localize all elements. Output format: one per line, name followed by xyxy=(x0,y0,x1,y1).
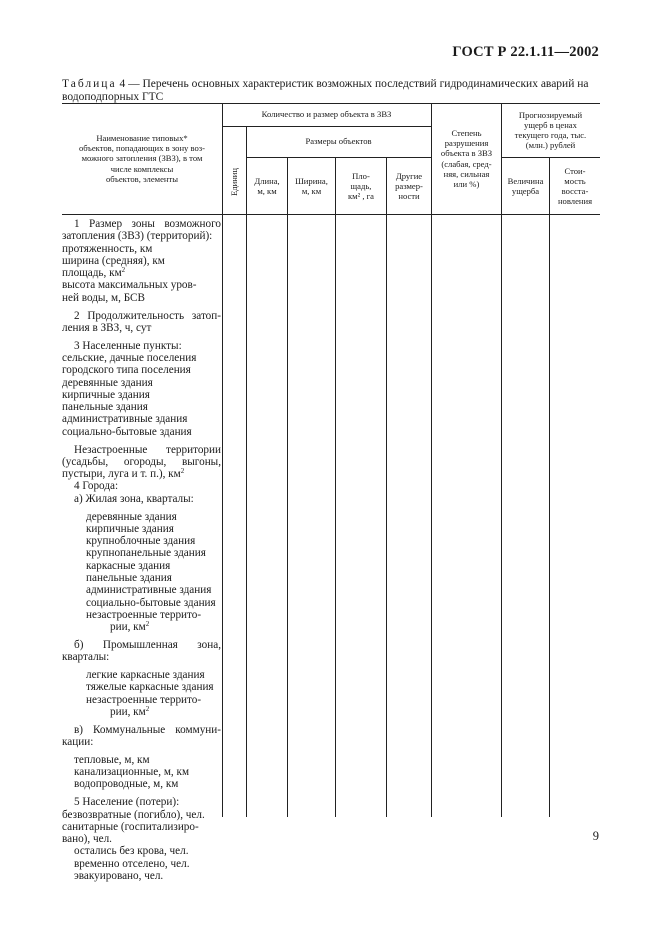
col-cost-header xyxy=(550,158,600,214)
row-4c-line2: кации: xyxy=(62,736,94,749)
row-1-length: протяженность, км xyxy=(62,242,153,255)
col-degree-l6: или %) xyxy=(453,178,480,189)
col-other-l3: ности xyxy=(398,191,420,202)
col-name-l3: можного затопления (ЗВЗ), в том xyxy=(81,153,203,164)
col-degree-l5: няя, сильная xyxy=(443,168,490,179)
col-cost-l1: Стои- xyxy=(564,165,586,176)
col-width-l2: м, км xyxy=(301,186,322,196)
row-1-area xyxy=(62,267,221,279)
row-5-item-5: эвакуировано, чел. xyxy=(74,870,164,883)
caption-title-line2: водоподпорных ГТС xyxy=(62,91,164,103)
row-3b-line3-text: пустыри, луга и т. п.), км xyxy=(62,468,181,481)
row-3b-sup: 2 xyxy=(180,467,185,476)
row-4b-line2: кварталы: xyxy=(62,651,110,664)
col-name-l2: объектов, попадающих в зону воз- xyxy=(78,143,206,154)
row-3-item-3: деревянные здания xyxy=(62,376,153,389)
col-value-header xyxy=(502,158,549,214)
row-4b-sup: 2 xyxy=(145,704,150,713)
caption-number: 4 xyxy=(119,78,126,90)
row-4b-title: б) Промышленная зона, xyxy=(74,639,221,651)
row-3-item-2: городского типа поселения xyxy=(62,364,191,377)
group-damage-l1: Прогнозируемый xyxy=(518,109,583,120)
row-5-item-2: санитарные (госпитализиро- xyxy=(62,820,199,833)
col-units-label: Единиц xyxy=(229,167,239,196)
rule-v4 xyxy=(335,157,336,817)
row-3-item-7: социально-бытовые здания xyxy=(62,425,192,438)
group-damage-header xyxy=(501,103,600,157)
col-cost-l2: мость xyxy=(564,175,586,186)
col-area-l1: Пло- xyxy=(352,170,370,181)
row-4b-item-1: легкие каркасные здания xyxy=(86,669,205,682)
col-name-l4: числе комплексы xyxy=(110,163,174,174)
rule-v5 xyxy=(386,157,387,817)
row-4b-item-3: незастроенные террито- xyxy=(86,693,202,706)
rule-v2 xyxy=(246,126,247,817)
group-qty-header xyxy=(222,103,431,126)
row-3-item-4: кирпичные здания xyxy=(62,388,150,401)
group-sizes-header xyxy=(246,126,431,157)
row-1-title: 1 Размер зоны возможного xyxy=(74,218,221,230)
col-other-l1: Другие xyxy=(395,170,423,181)
table-caption xyxy=(62,78,602,104)
col-value-l1: Величина xyxy=(507,175,544,186)
row-4c-item-2: канализационные, м, км xyxy=(74,766,190,779)
row-4a-item-8: социально-бытовые здания xyxy=(86,596,216,609)
row-3-item-1: сельские, дачные поселения xyxy=(62,351,197,364)
col-units-header xyxy=(222,149,246,214)
group-damage-l4: (млн.) рублей xyxy=(525,140,576,151)
row-4b-item-4 xyxy=(62,706,221,718)
row-4a-item-6: панельные здания xyxy=(86,572,172,585)
row-5-item-4: временно отселено, чел. xyxy=(74,857,190,870)
col-area-header xyxy=(336,158,386,214)
row-1-height2: ней воды, м, БСВ xyxy=(62,291,145,304)
page-number: 9 xyxy=(592,829,599,843)
group-sizes-label: Размеры объектов xyxy=(305,136,372,147)
row-5-item-2b: вано), чел. xyxy=(62,833,112,846)
row-3b-line3 xyxy=(62,468,221,480)
col-name-header xyxy=(62,103,222,214)
row-4-title: 4 Города: xyxy=(74,480,119,493)
group-qty-label: Количество и размер объекта в ЗВЗ xyxy=(261,109,392,120)
row-4a-item-10 xyxy=(62,621,221,633)
rule-v3 xyxy=(287,157,288,817)
row-4c-title: в) Коммунальные коммуни- xyxy=(74,723,221,736)
col-degree-l4: (слабая, сред- xyxy=(441,158,492,169)
row-1-area-sup: 2 xyxy=(121,266,126,275)
row-4a-item-10-text: рии, км xyxy=(110,621,146,634)
col-area-l3: км² , га xyxy=(348,191,374,202)
row-4c-item-3: водопроводные, м, км xyxy=(74,778,179,791)
row-3-item-6: административные здания xyxy=(62,413,188,426)
row-4b-item-4-text: рии, км xyxy=(110,705,146,718)
data-table xyxy=(62,103,600,883)
col-name-l1: Наименование типовых* xyxy=(96,132,188,143)
col-length-l1: Длина, xyxy=(254,175,280,186)
row-1-line2: затопления (ЗВЗ) (территорий): xyxy=(62,230,213,243)
caption-title: — Перечень основных характеристик возможных последствий гидродинамических аварий на xyxy=(125,78,589,90)
row-1-width: ширина (средняя), км xyxy=(62,254,165,267)
row-4a-item-3: крупноблочные здания xyxy=(86,535,196,548)
row-2-line2: ления в ЗВЗ, ч, сут xyxy=(62,321,152,334)
col-value-l2: ущерба xyxy=(511,186,540,196)
table-body-first-column xyxy=(62,215,221,882)
row-3-item-5: панельные здания xyxy=(62,401,148,414)
col-degree-l1: Степень xyxy=(451,127,482,138)
row-5-title: 5 Население (потери): xyxy=(74,796,180,809)
row-4a-item-5: каркасные здания xyxy=(86,559,171,572)
col-cost-l3: восста- xyxy=(561,186,589,196)
row-5-item-3: остались без крова, чел. xyxy=(74,845,189,858)
row-4a-item-7: административные здания xyxy=(86,584,212,597)
col-other-l2: размер- xyxy=(395,180,423,191)
row-1-height: высота максимальных уров- xyxy=(62,279,197,292)
col-degree-header xyxy=(432,103,501,214)
row-4b-item-2: тяжелые каркасные здания xyxy=(86,681,214,694)
col-degree-l3: объекта в ЗВЗ xyxy=(440,148,493,159)
rule-v8 xyxy=(549,157,550,817)
col-length-l2: м, км xyxy=(257,186,277,196)
col-degree-l2: разрушения xyxy=(444,138,489,149)
row-2-title: 2 Продолжительность затоп- xyxy=(74,309,221,322)
col-name-l5: объектов, элементы xyxy=(105,173,179,184)
document-header: ГОСТ Р 22.1.11—2002 xyxy=(452,44,599,60)
col-cost-l4: новления xyxy=(557,196,593,207)
row-3b-line2: (усадьбы, огороды, выгоны, xyxy=(62,455,221,468)
row-4a-item-4: крупнопанельные здания xyxy=(86,547,206,560)
caption-label: Таблица xyxy=(62,78,117,90)
row-4c-item-1: тепловые, м, км xyxy=(74,753,150,766)
row-4a-item-9: незастроенные террито- xyxy=(86,608,202,621)
group-damage-l2: ущерб в ценах xyxy=(524,119,577,130)
col-length-header xyxy=(247,158,287,214)
row-1-area-text: площадь, км xyxy=(62,267,122,280)
col-width-l1: Ширина, xyxy=(295,175,328,186)
col-area-l2: щадь, xyxy=(350,180,372,191)
row-4a-item-1: деревянные здания xyxy=(86,510,177,523)
col-width-header xyxy=(288,158,335,214)
col-other-header xyxy=(387,158,431,214)
row-5-item-1: безвозвратные (погибло), чел. xyxy=(62,808,205,821)
row-4a-sup: 2 xyxy=(145,620,150,629)
row-3-title: 3 Населенные пункты: xyxy=(74,339,182,352)
row-4a-title: а) Жилая зона, кварталы: xyxy=(74,492,194,505)
row-4a-item-2: кирпичные здания xyxy=(86,522,174,535)
row-3b-title: Незастроенные территории xyxy=(74,443,221,456)
group-damage-l3: текущего года, тыс. xyxy=(514,130,587,140)
